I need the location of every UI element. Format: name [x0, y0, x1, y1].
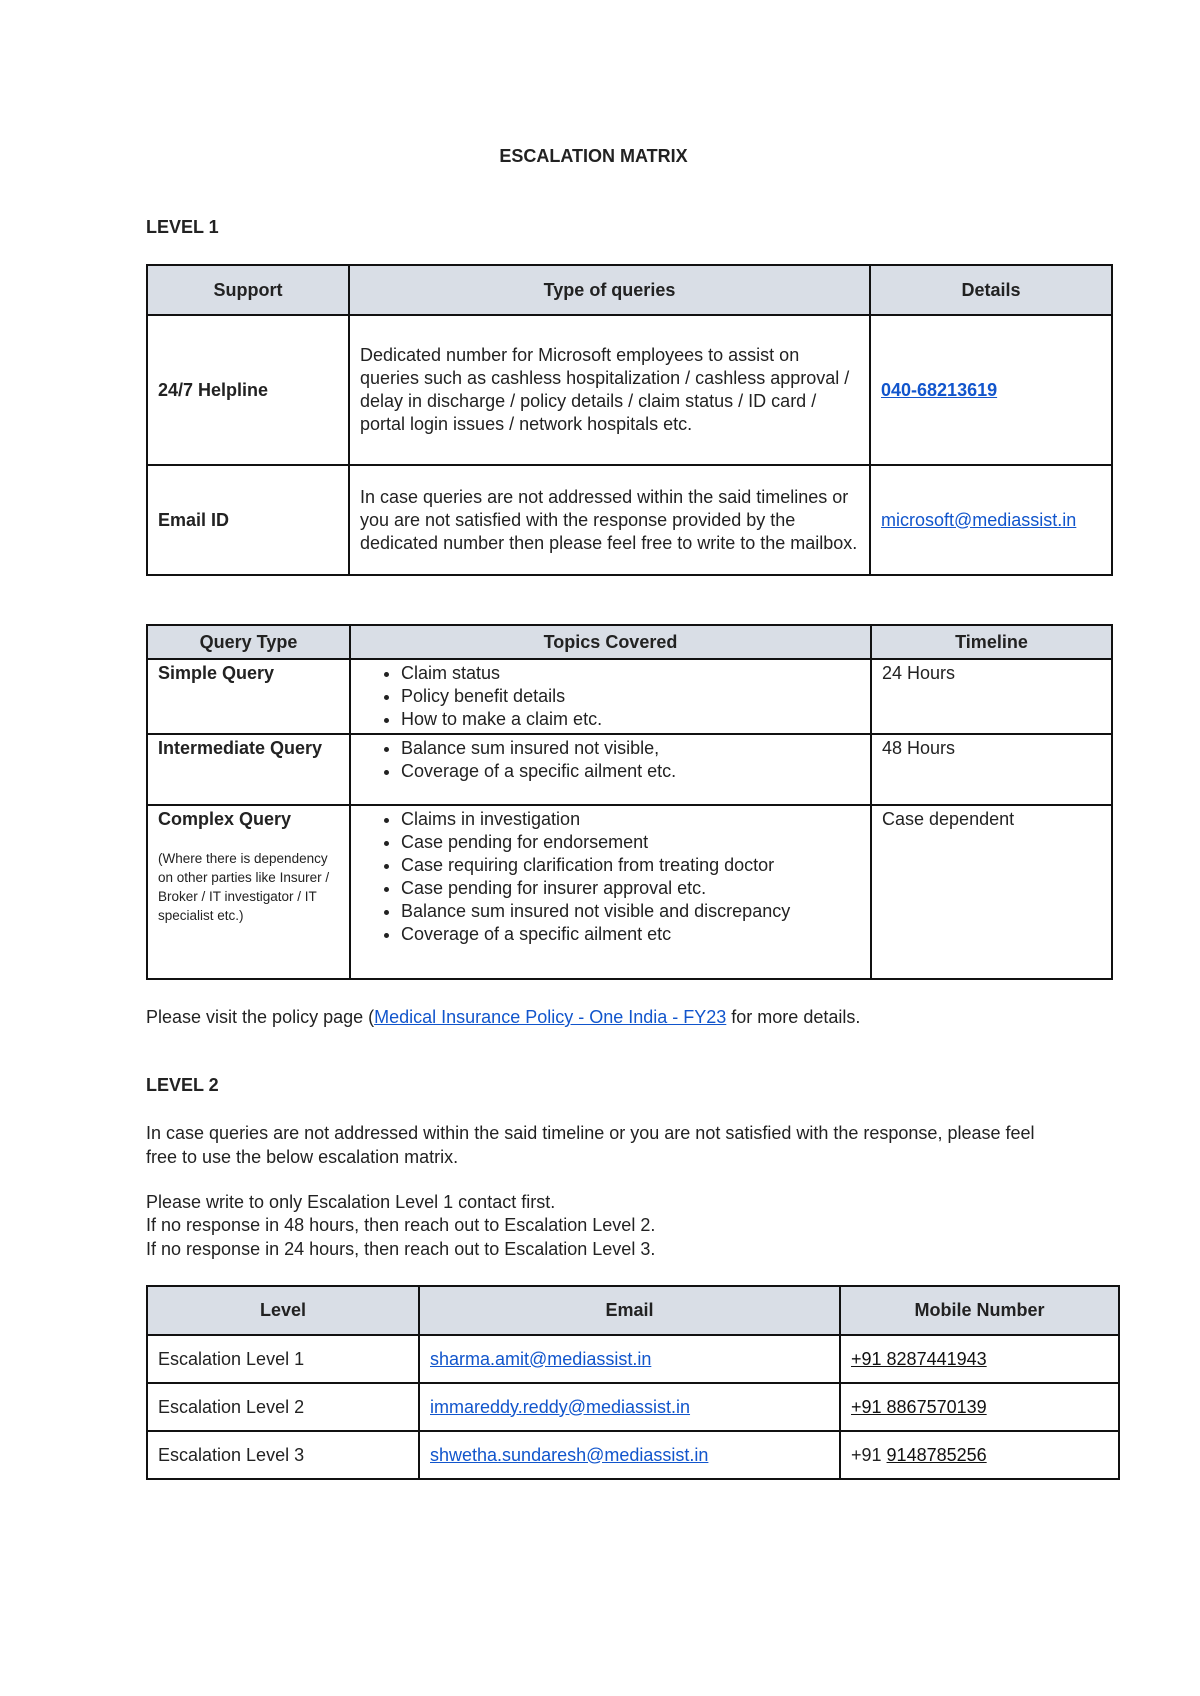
instruction-line: Please write to only Escalation Level 1 contact first. — [146, 1192, 556, 1212]
topics-list — [361, 808, 860, 946]
mobile-link[interactable]: 9148785256 — [886, 1444, 987, 1465]
table-row — [147, 1335, 1119, 1383]
column-header: Topics Covered — [350, 625, 871, 659]
instruction-line: If no response in 24 hours, then reach out to Escalation Level 3. — [146, 1239, 656, 1259]
policy-suffix: for more details. — [726, 1007, 861, 1027]
list-item: • Coverage of a specific ailment etc — [401, 923, 860, 946]
query-type-cell: Intermediate Query — [147, 734, 350, 805]
query-type-note: (Where there is dependency on other parties like Insurer / Broker / IT investigator / IT specialist etc.) — [158, 851, 330, 923]
query-type-cell: Simple Query — [147, 659, 350, 734]
topics-list — [361, 662, 860, 731]
list-item: • Claims in investigation — [401, 808, 860, 831]
list-item: • Balance sum insured not visible, — [401, 737, 860, 760]
instruction-line: If no response in 48 hours, then reach out to Escalation Level 2. — [146, 1215, 656, 1235]
list-item: • Case pending for endorsement — [401, 831, 860, 854]
mobile-prefix: +91 — [851, 1444, 887, 1465]
level-cell: Escalation Level 1 — [147, 1335, 419, 1383]
table-header-row — [147, 625, 1112, 659]
mobile-link[interactable]: +91 8867570139 — [851, 1396, 987, 1417]
policy-prefix: Please visit the policy page ( — [146, 1007, 375, 1027]
table-row — [147, 805, 1112, 979]
support-email-link[interactable]: microsoft@mediassist.in — [881, 509, 1077, 530]
table-row — [147, 465, 1112, 575]
level-1-heading: LEVEL 1 — [146, 217, 219, 237]
list-item: • How to make a claim etc. — [401, 708, 860, 731]
level-2-intro: In case queries are not addressed within the said timeline or you are not satisfied with the response, please feel free to use the below escalation matrix. — [146, 1123, 1035, 1167]
column-header: Level — [147, 1286, 419, 1335]
column-header: Type of queries — [349, 265, 870, 315]
email-link[interactable]: shwetha.sundaresh@mediassist.in — [430, 1444, 709, 1465]
list-item: • Balance sum insured not visible and discrepancy — [401, 900, 860, 923]
table-row — [147, 1431, 1119, 1479]
table-row — [147, 734, 1112, 805]
topics-list — [361, 737, 860, 783]
query-timeline-table — [146, 624, 1113, 980]
table-row — [147, 315, 1112, 465]
type-cell: In case queries are not addressed within the said timelines or you are not satisfied with the response provided by the dedicated number then please feel free to write to the mailbox. — [349, 465, 870, 575]
list-item: • Case requiring clarification from treating doctor — [401, 854, 860, 877]
timeline-cell: 24 Hours — [871, 659, 1112, 734]
column-header: Support — [147, 265, 349, 315]
column-header: Details — [870, 265, 1112, 315]
list-item: • Claim status — [401, 662, 860, 685]
support-cell: 24/7 Helpline — [147, 315, 349, 465]
table-header-row — [147, 1286, 1119, 1335]
level-cell: Escalation Level 3 — [147, 1431, 419, 1479]
email-link[interactable]: immareddy.reddy@mediassist.in — [430, 1396, 691, 1417]
table-row — [147, 659, 1112, 734]
column-header: Email — [419, 1286, 840, 1335]
column-header: Timeline — [871, 625, 1112, 659]
query-type-cell: Complex Query — [158, 809, 292, 829]
mobile-link[interactable]: +91 8287441943 — [851, 1348, 987, 1369]
support-cell: Email ID — [147, 465, 349, 575]
list-item: • Coverage of a specific ailment etc. — [401, 760, 860, 783]
column-header: Mobile Number — [840, 1286, 1119, 1335]
helpline-phone-link[interactable]: 040-68213619 — [881, 379, 998, 400]
list-item: • Policy benefit details — [401, 685, 860, 708]
table-row — [147, 1383, 1119, 1431]
list-item: • Case pending for insurer approval etc. — [401, 877, 860, 900]
page-title: ESCALATION MATRIX — [499, 146, 688, 166]
policy-page-note — [146, 1006, 860, 1030]
policy-page-link[interactable]: Medical Insurance Policy - One India - FY23 — [374, 1007, 727, 1027]
level-cell: Escalation Level 2 — [147, 1383, 419, 1431]
level-2-heading: LEVEL 2 — [146, 1075, 219, 1095]
timeline-cell: 48 Hours — [871, 734, 1112, 805]
timeline-cell: Case dependent — [871, 805, 1112, 979]
table-header-row — [147, 265, 1112, 315]
email-link[interactable]: sharma.amit@mediassist.in — [430, 1348, 652, 1369]
escalation-table — [146, 1285, 1120, 1480]
type-cell: Dedicated number for Microsoft employees to assist on queries such as cashless hospitalization / cashless approval / delay in discharge / policy details / claim status / ID card / portal login issues / network hospitals etc. — [349, 315, 870, 465]
column-header: Query Type — [147, 625, 350, 659]
support-table — [146, 264, 1113, 576]
